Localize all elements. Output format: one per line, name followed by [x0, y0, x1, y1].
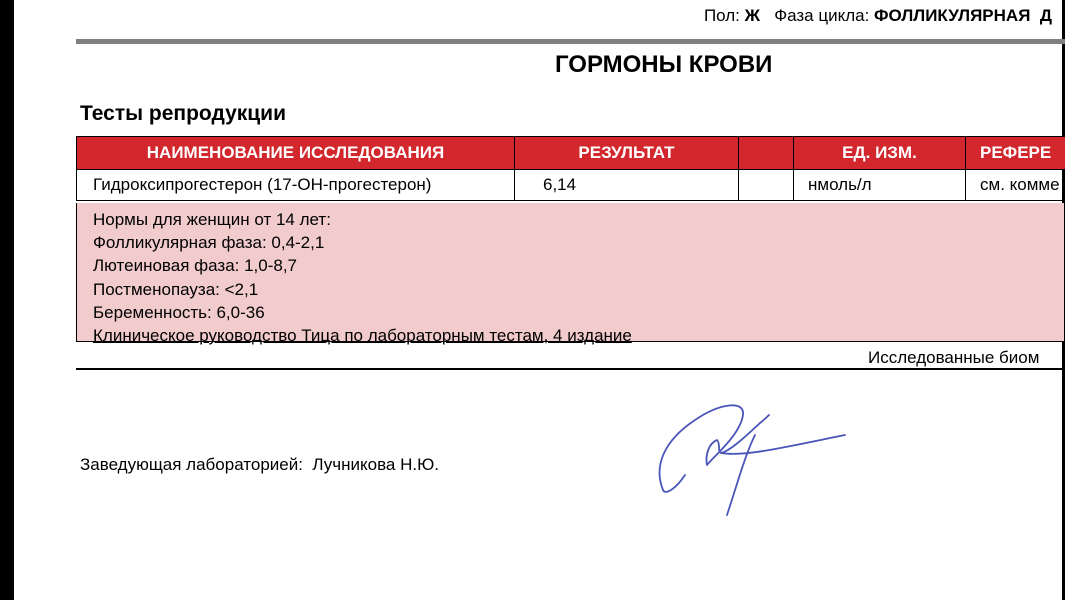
left-edge-bar: [0, 0, 14, 600]
phase-label: Фаза цикла:: [774, 6, 870, 25]
signature-icon: [645, 395, 860, 525]
section-title: Тесты репродукции: [80, 102, 286, 125]
unit-cell: нмоль/л: [794, 170, 966, 201]
lab-head-line: [80, 455, 439, 475]
reference-cell: см. комме: [966, 170, 1065, 201]
test-name-cell: Гидроксипрогестерон (17-ОН-прогестерон): [77, 170, 515, 201]
patient-header: [704, 6, 1052, 26]
document-title: ГОРМОНЫ КРОВИ: [555, 51, 773, 78]
column-header-flag: [739, 137, 794, 170]
sex-value: Ж: [744, 6, 761, 25]
header-trailing-text: Д: [1039, 6, 1052, 25]
results-table: [76, 136, 1065, 201]
sex-label: Пол:: [703, 6, 740, 25]
note-source-line: Клиническое руководство Тица по лабораторным тестам, 4 издание: [93, 326, 632, 346]
flag-cell: [739, 170, 794, 201]
column-header-unit: ЕД. ИЗМ.: [794, 137, 966, 170]
lab-head-name: Лучникова Н.Ю.: [312, 455, 440, 474]
phase-value: ФОЛЛИКУЛЯРНАЯ: [874, 6, 1031, 25]
note-line: Нормы для женщин от 14 лет:: [93, 210, 331, 229]
note-line: Беременность: 6,0-36: [93, 302, 265, 322]
table-header-row: [77, 137, 1065, 170]
note-line: Лютеиновая фаза: 1,0-8,7: [93, 256, 298, 276]
column-header-name: НАИМЕНОВАНИЕ ИССЛЕДОВАНИЯ: [77, 137, 515, 170]
biomaterials-label: Исследованные биом: [868, 348, 1040, 367]
lab-head-label: Заведующая лабораторией:: [80, 455, 303, 474]
note-line: Постменопауза: <2,1: [93, 279, 259, 299]
footer-divider: [76, 368, 1065, 370]
table-row: [77, 170, 1065, 201]
result-cell: 6,14: [515, 170, 739, 201]
column-header-reference: РЕФЕРЕ: [966, 137, 1065, 170]
header-divider: [76, 39, 1065, 44]
reference-note: [76, 203, 1064, 346]
note-line: Фолликулярная фаза: 0,4-2,1: [93, 233, 325, 253]
column-header-result: РЕЗУЛЬТАТ: [515, 137, 739, 170]
